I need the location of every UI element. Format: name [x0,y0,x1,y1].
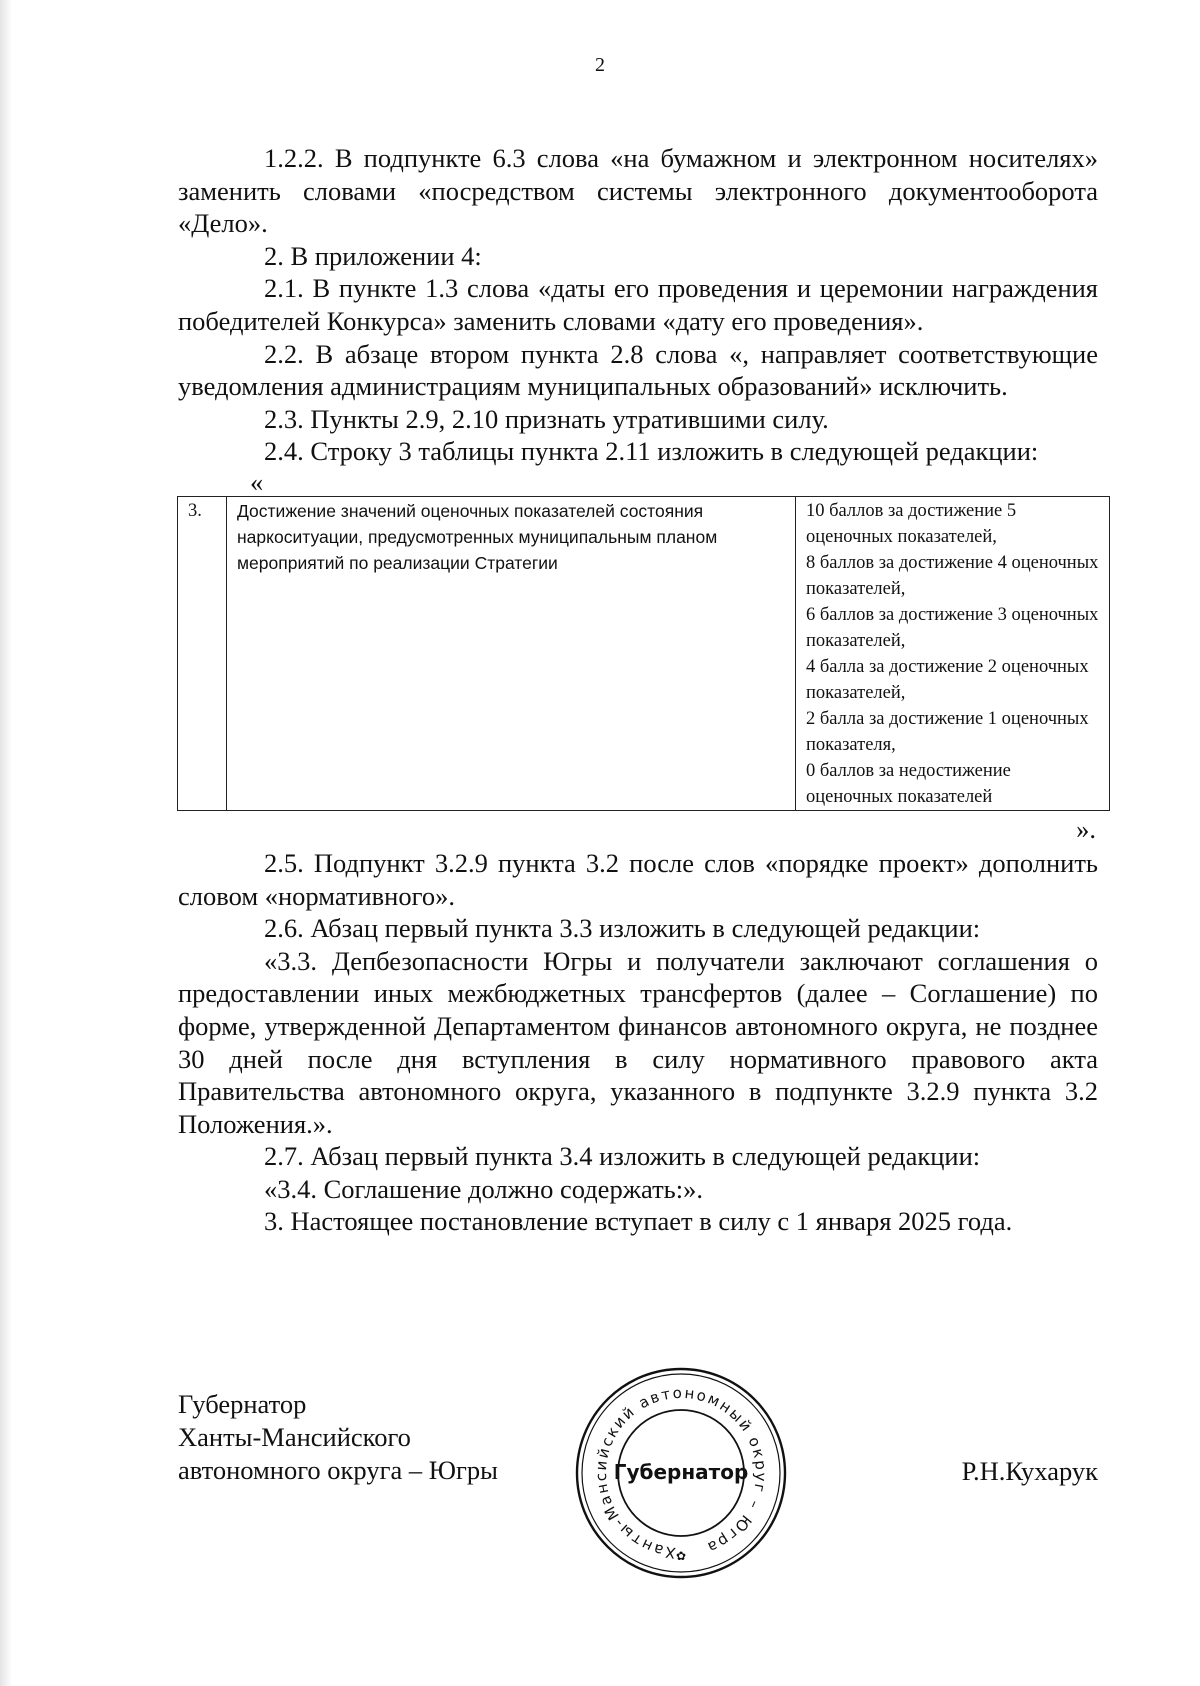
official-seal-stamp [570,1362,792,1584]
score-line: 6 баллов за достижение 3 оценочных показателей, [806,604,1099,651]
row-number-cell: 3. [178,496,227,810]
score-line: 4 балла за достижение 2 оценочных показателей, [806,656,1089,703]
criteria-table [177,496,1110,811]
paragraph-2-2: 2.2. В абзаце втором пункта 2.8 слова «, направляет соответствующие уведомления администрациям муниципальных образований» исключить. [178,338,1098,402]
scan-edge [0,0,12,1686]
paragraph-2-6: 2.6. Абзац первый пункта 3.3 изложить в следующей редакции: [264,913,981,944]
paragraph-3-3-quote: «3.3. Депбезопасности Югры и получатели заключают соглашения о предоставлении иных межбюджетных трансфертов (далее – Соглашение) по форме, утвержденной Департаментом финансов автономного округа, не позднее 30 дней после дня вступления в силу нормативного правового акта Правительства автономного округа, указанного в подпункте 3.2.9 пункта 3.2 Положения.». [178,945,1098,1139]
page-number: 2 [595,54,605,76]
signatory-title-line: автономного округа – Югры [178,1455,498,1485]
paragraph-1-2-2: 1.2.2. В подпункте 6.3 слова «на бумажном и электронном носителях» заменить словами «посредством системы электронного документооборота «Дело». [178,143,1098,239]
paragraph-2-4: 2.4. Строку 3 таблицы пункта 2.11 изложить в следующей редакции: [264,436,1039,467]
paragraph-2-3: 2.3. Пункты 2.9, 2.10 признать утратившими силу. [264,403,829,434]
signatory-name: Р.Н.Кухарук [961,1456,1098,1486]
score-line: 0 баллов за недостижение оценочных показателей [806,760,1011,807]
score-line: 10 баллов за достижение 5 оценочных показателей, [806,500,1017,547]
document-body [178,142,1098,1238]
seal-star-icon: ✿ [675,1549,687,1563]
paragraph-2-1: 2.1. В пункте 1.3 слова «даты его проведения и церемонии награждения победителей Конкурса» заменить словами «дату его проведения». [178,273,1098,336]
paragraph-3: 3. Настоящее постановление вступает в силу с 1 января 2025 года. [264,1206,1013,1237]
paragraph-3-4-quote: «3.4. Соглашение должно содержать:». [264,1173,703,1204]
paragraph-2-7: 2.7. Абзац первый пункта 3.4 изложить в следующей редакции: [264,1141,981,1172]
signatory-title-line: Губернатор [178,1389,307,1419]
paragraph-2: 2. В приложении 4: [264,240,482,271]
table-row [178,496,1110,810]
score-line: 8 баллов за достижение 4 оценочных показателей, [806,552,1099,599]
score-cell [796,496,1110,810]
table-close-quote: ». [1076,813,1096,844]
paragraph-2-5: 2.5. Подпункт 3.2.9 пункта 3.2 после слов «порядке проект» дополнить словом «нормативного». [178,847,1098,911]
signatory-title [178,1388,498,1487]
score-line: 2 балла за достижение 1 оценочных показателя, [806,708,1089,755]
seal-center-text: Губернатор [613,1460,749,1484]
seal-ring-text: Ханты-Мансийский автономный округ – Югра [591,1383,771,1562]
criterion-description-cell: Достижение значений оценочных показателей состояния наркоситуации, предусмотренных муниципальным планом мероприятий по реализации Стратегии [227,496,796,810]
signatory-title-line: Ханты-Мансийского [178,1422,411,1452]
table-open-quote: « [250,466,264,497]
